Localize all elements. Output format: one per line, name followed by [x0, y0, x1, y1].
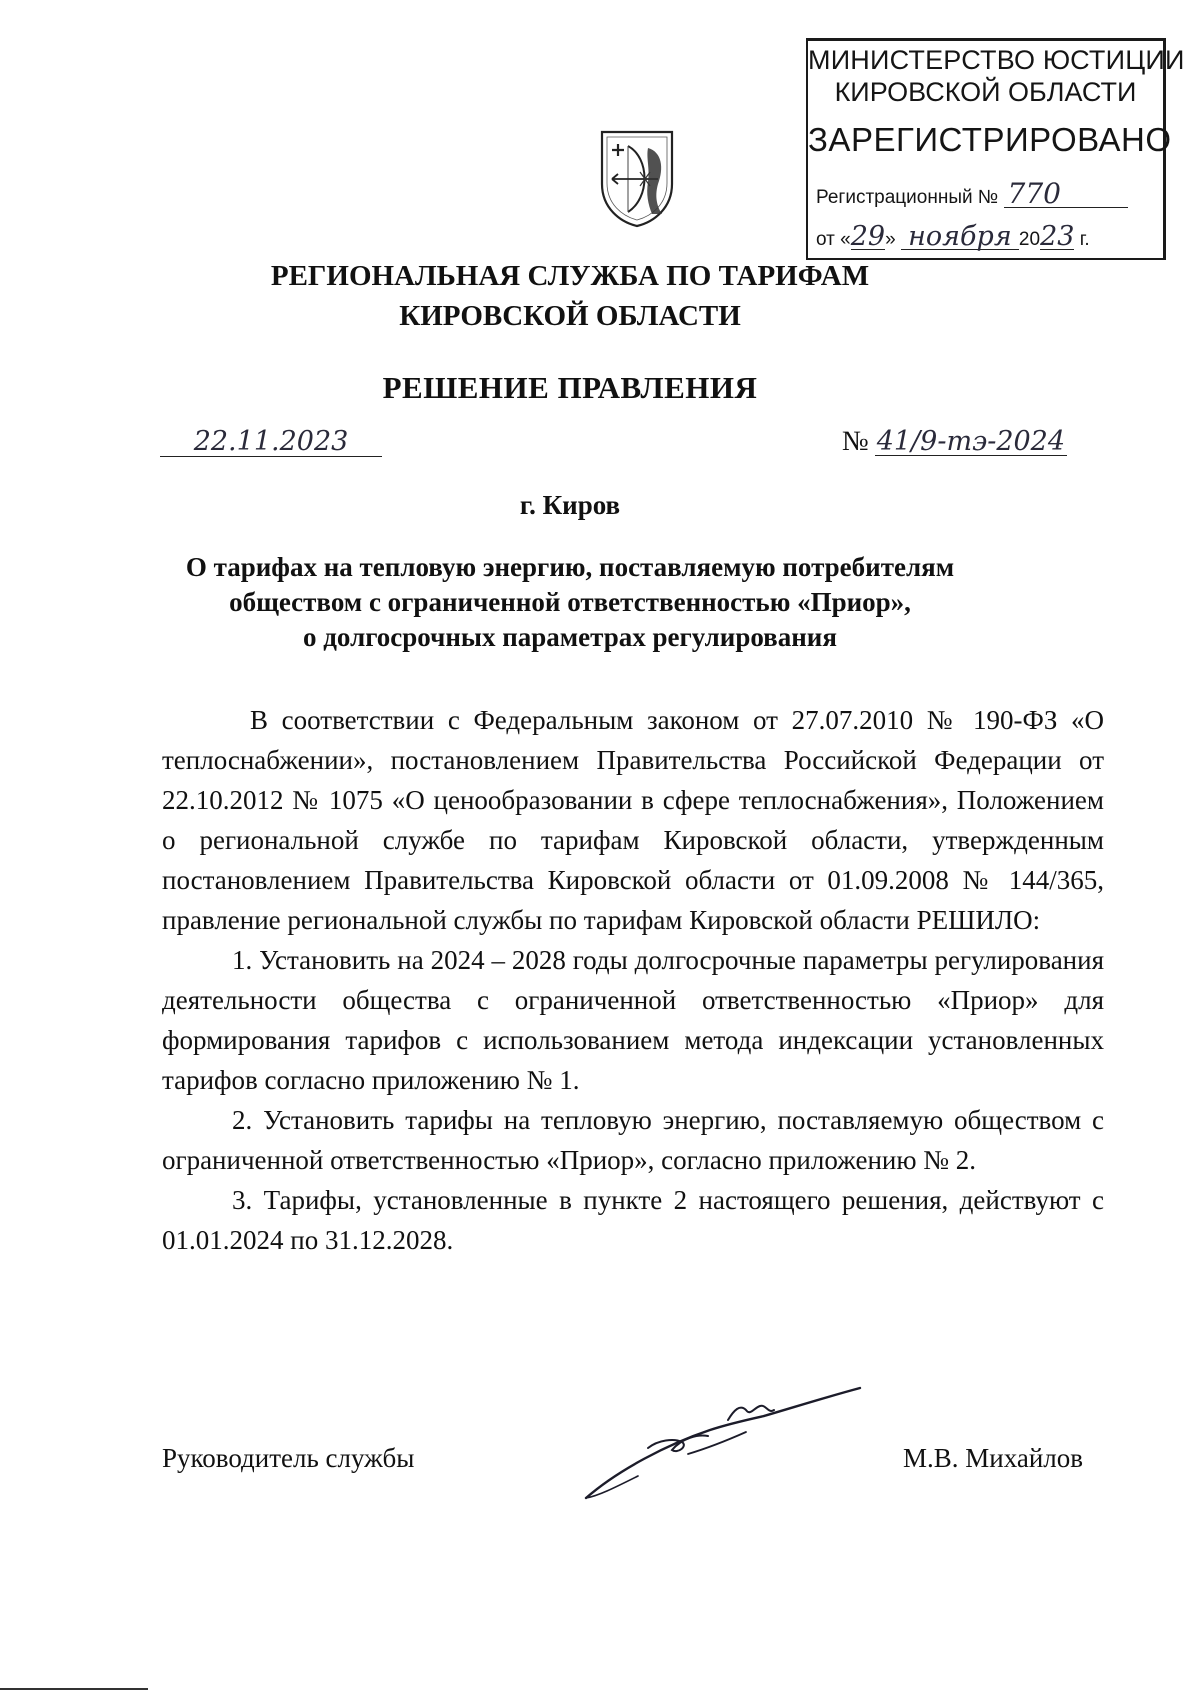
signatory-title: Руководитель службы — [162, 1443, 415, 1473]
stamp-registration-number — [816, 177, 1128, 210]
document-title: РЕШЕНИЕ ПРАВЛЕНИЯ — [382, 370, 758, 405]
subject-line2: обществом с ограниченной ответственностью «Приор», — [229, 587, 911, 617]
subject-line1: О тарифах на тепловую энергию, поставляемую потребителям — [185, 552, 955, 582]
document-date: 22.11.2023 — [160, 428, 382, 457]
document-number-value: 41/9-тэ-2024 — [876, 426, 1066, 457]
registration-stamp — [806, 38, 1185, 260]
document-body — [162, 700, 1104, 1260]
footer-divider — [0, 1688, 148, 1690]
stamp-date-year-prefix: 20 — [1018, 229, 1041, 250]
stamp-reg-number: 770 — [1004, 181, 1128, 208]
handwritten-signature-icon — [578, 1380, 878, 1510]
stamp-reg-label: Регистрационный № — [816, 187, 999, 208]
stamp-date-mid: » — [885, 229, 896, 250]
stamp-date-month: ноября — [901, 225, 1019, 250]
document-subject — [130, 550, 1010, 655]
document-number — [842, 426, 1067, 458]
stamp-registration-date — [816, 221, 1090, 252]
coat-of-arms-icon — [598, 128, 676, 228]
subject-line3: о долгосрочных параметрах регулирования — [303, 622, 837, 652]
stamp-ministry-line2: КИРОВСКОЙ ОБЛАСТИ — [834, 77, 1137, 107]
signatory-name: М.В. Михайлов — [903, 1443, 1084, 1473]
body-preamble: В соответствии с Федеральным законом от 27.07.2010 № 190-ФЗ «О теплоснабжении», постановлением Правительства Российской Федерации от 22.10.2012 № 1075 «О ценообразовании в сфере теплоснабжения», Положением о региональной службе по тарифам Кировской области, утвержденным постановлением Правительства Кировской области от 01.09.2008 № 144/365, правление региональной службы по тарифам Кировской области РЕШИЛО: — [162, 705, 1104, 935]
document-city: г. Киров — [519, 490, 621, 520]
document-number-label: № — [842, 426, 869, 457]
stamp-date-prefix: от « — [816, 229, 851, 250]
stamp-registered: ЗАРЕГИСТРИРОВАНО — [808, 121, 1172, 158]
stamp-ministry-line1: МИНИСТЕРСТВО ЮСТИЦИИ — [808, 45, 1185, 75]
organization-name-line1: РЕГИОНАЛЬНАЯ СЛУЖБА ПО ТАРИФАМ — [270, 260, 870, 292]
body-item-2: 2. Установить тарифы на тепловую энергию, поставляемую обществом с ограниченной ответственностью «Приор», согласно приложению № 2. — [162, 1105, 1104, 1175]
stamp-date-suffix: г. — [1079, 229, 1090, 250]
stamp-date-year: 23 — [1040, 221, 1075, 252]
body-item-1: 1. Установить на 2024 – 2028 годы долгосрочные параметры регулирования деятельности общества с ограниченной ответственностью «Приор» для формирования тарифов с использованием метода индексации установленных тарифов согласно приложению № 1. — [162, 945, 1104, 1095]
stamp-date-day: 29 — [850, 221, 886, 252]
body-item-3: 3. Тарифы, установленные в пункте 2 настоящего решения, действуют с 01.01.2024 по 31.12.2028. — [162, 1185, 1104, 1255]
organization-name-line2: КИРОВСКОЙ ОБЛАСТИ — [399, 300, 741, 332]
